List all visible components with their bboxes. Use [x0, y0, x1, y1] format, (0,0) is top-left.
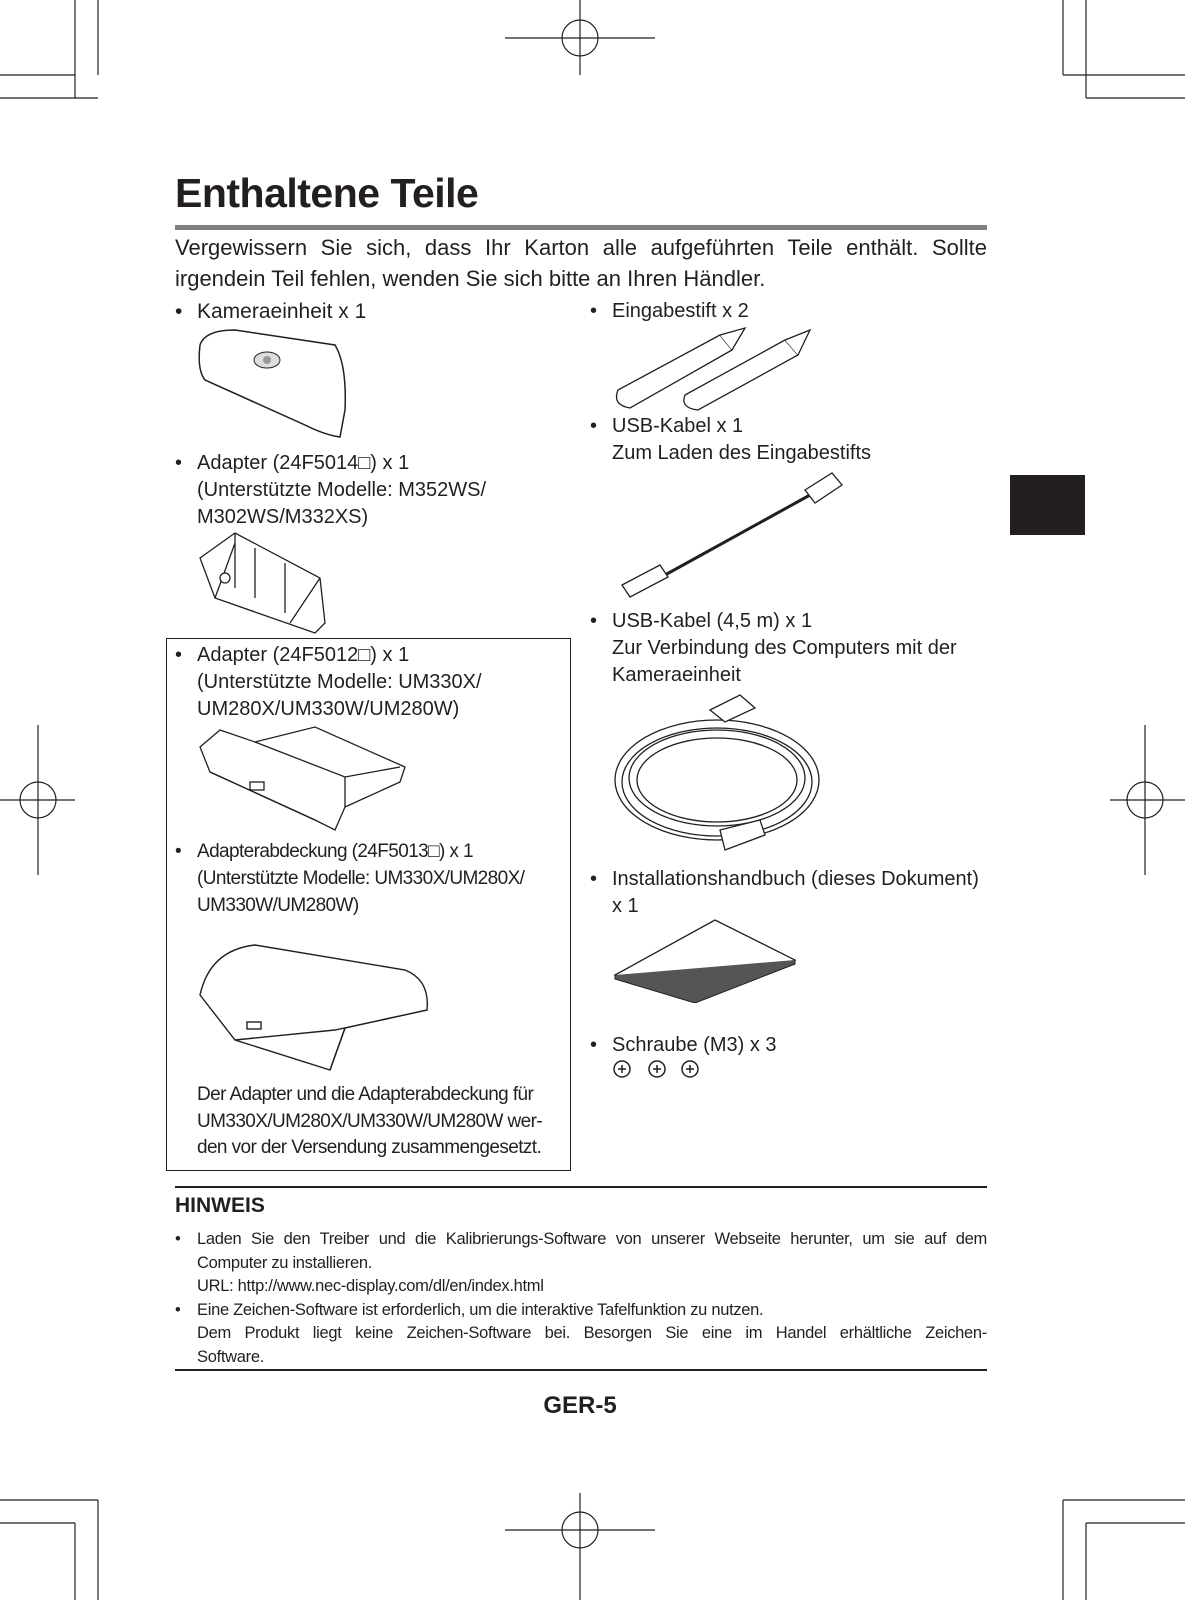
- usb-charging-cable-image: [610, 465, 850, 605]
- note-line: UM330X/UM280X/UM330W/UM280W wer-: [197, 1110, 543, 1132]
- item-text: UM330W/UM280W): [197, 895, 359, 916]
- item-text: (Unterstützte Modelle: M352WS/: [197, 479, 486, 501]
- bullet: •: [175, 452, 183, 474]
- list-item-usb-charging-cable: [590, 413, 872, 467]
- bullet: •: [175, 1230, 181, 1248]
- box-note: [197, 1082, 542, 1162]
- item-text: Eingabestift x 2: [612, 300, 749, 322]
- item-text: UM280X/UM330W/UM280W): [197, 698, 460, 720]
- bullet: •: [590, 1034, 598, 1056]
- adapter-cover-image: [195, 940, 435, 1080]
- list-item-adapter-cover: [175, 838, 525, 919]
- bullet: •: [590, 300, 598, 322]
- note-line: den vor der Versendung zusammengesetzt.: [197, 1137, 542, 1158]
- list-item-screws: [590, 1032, 777, 1059]
- bullet: •: [175, 300, 183, 323]
- item-text: x 1: [612, 895, 639, 917]
- hinweis-notes: [175, 1228, 987, 1369]
- item-text: Adapterabdeckung (24F5013□) x 1: [197, 841, 473, 862]
- item-text: (Unterstützte Modelle: UM330X/: [197, 671, 482, 693]
- hinweis-top-rule: [175, 1186, 987, 1188]
- note-line: Software.: [197, 1347, 264, 1366]
- item-text: USB-Kabel x 1: [612, 415, 744, 437]
- item-text: (Unterstützte Modelle: UM330X/UM280X/: [197, 868, 525, 889]
- note-line: Der Adapter und die Adapterabdeckung für: [197, 1084, 534, 1105]
- item-text: Schraube (M3) x 3: [612, 1034, 777, 1056]
- note-line: Eine Zeichen-Software ist erforderlich, um die interaktive Tafelfunktion zu nutzen.: [197, 1300, 764, 1319]
- item-text: Zur Verbindung des Computers mit der: [612, 637, 957, 659]
- list-item-usb-cable-4-5m: [590, 608, 957, 689]
- item-text: Adapter (24F5012□) x 1: [197, 644, 410, 666]
- list-item-adapter-24F5014: [175, 450, 486, 531]
- url-text: URL: http://www.nec-display.com/dl/en/index.html: [197, 1277, 544, 1295]
- note-line: Laden Sie den Treiber und die Kalibrierungs-Software von unserer Webseite herunter, um sie auf dem: [197, 1230, 987, 1248]
- bullet: •: [175, 1300, 181, 1319]
- bullet: •: [590, 868, 598, 890]
- section-tab: [1010, 475, 1085, 535]
- item-text: M302WS/M332XS): [197, 506, 369, 528]
- item-text: Zum Laden des Eingabestifts: [612, 442, 872, 464]
- screws-image: [610, 1058, 710, 1084]
- note-line: Computer zu installieren.: [197, 1253, 372, 1272]
- bullet: •: [590, 610, 598, 632]
- list-item-installation-manual: [590, 866, 979, 920]
- bullet: •: [590, 415, 598, 437]
- adapter-24F5014-image: [195, 528, 335, 638]
- list-item-camera: [175, 298, 367, 325]
- hinweis-bottom-rule: [175, 1369, 987, 1371]
- hinweis-heading: HINWEIS: [175, 1194, 265, 1217]
- adapter-24F5012-image: [195, 722, 415, 834]
- page-number: GER-5: [543, 1392, 617, 1419]
- note-line: Dem Produkt liegt keine Zeichen-Software bei. Besorgen Sie eine im Handel erhältliche Zeichen-: [197, 1324, 987, 1342]
- item-text: Installationshandbuch (dieses Dokument): [612, 868, 979, 890]
- item-text: Kameraeinheit x 1: [197, 300, 367, 323]
- usb-cable-coil-image: [610, 690, 825, 860]
- item-text: USB-Kabel (4,5 m) x 1: [612, 610, 813, 632]
- intro-text: Vergewissern Sie sich, dass Ihr Karton alle aufgeführten Teile enthält. Sollte irgendein Teil fehlen, wenden Sie sich bitte an Ihren Händler.: [175, 235, 987, 291]
- title-rule: [175, 225, 987, 230]
- note-item: [175, 1299, 987, 1370]
- stylus-pens-image: [610, 320, 820, 412]
- bullet: •: [175, 644, 183, 666]
- camera-unit-image: [195, 325, 350, 443]
- manual-booklet-image: [610, 915, 800, 1003]
- bullet: •: [175, 841, 182, 862]
- item-text: Adapter (24F5014□) x 1: [197, 452, 410, 474]
- item-text: Kameraeinheit: [612, 664, 741, 686]
- note-item: [175, 1228, 987, 1299]
- list-item-adapter-24F5012: [175, 642, 482, 723]
- page-title: Enthaltene Teile: [175, 170, 479, 216]
